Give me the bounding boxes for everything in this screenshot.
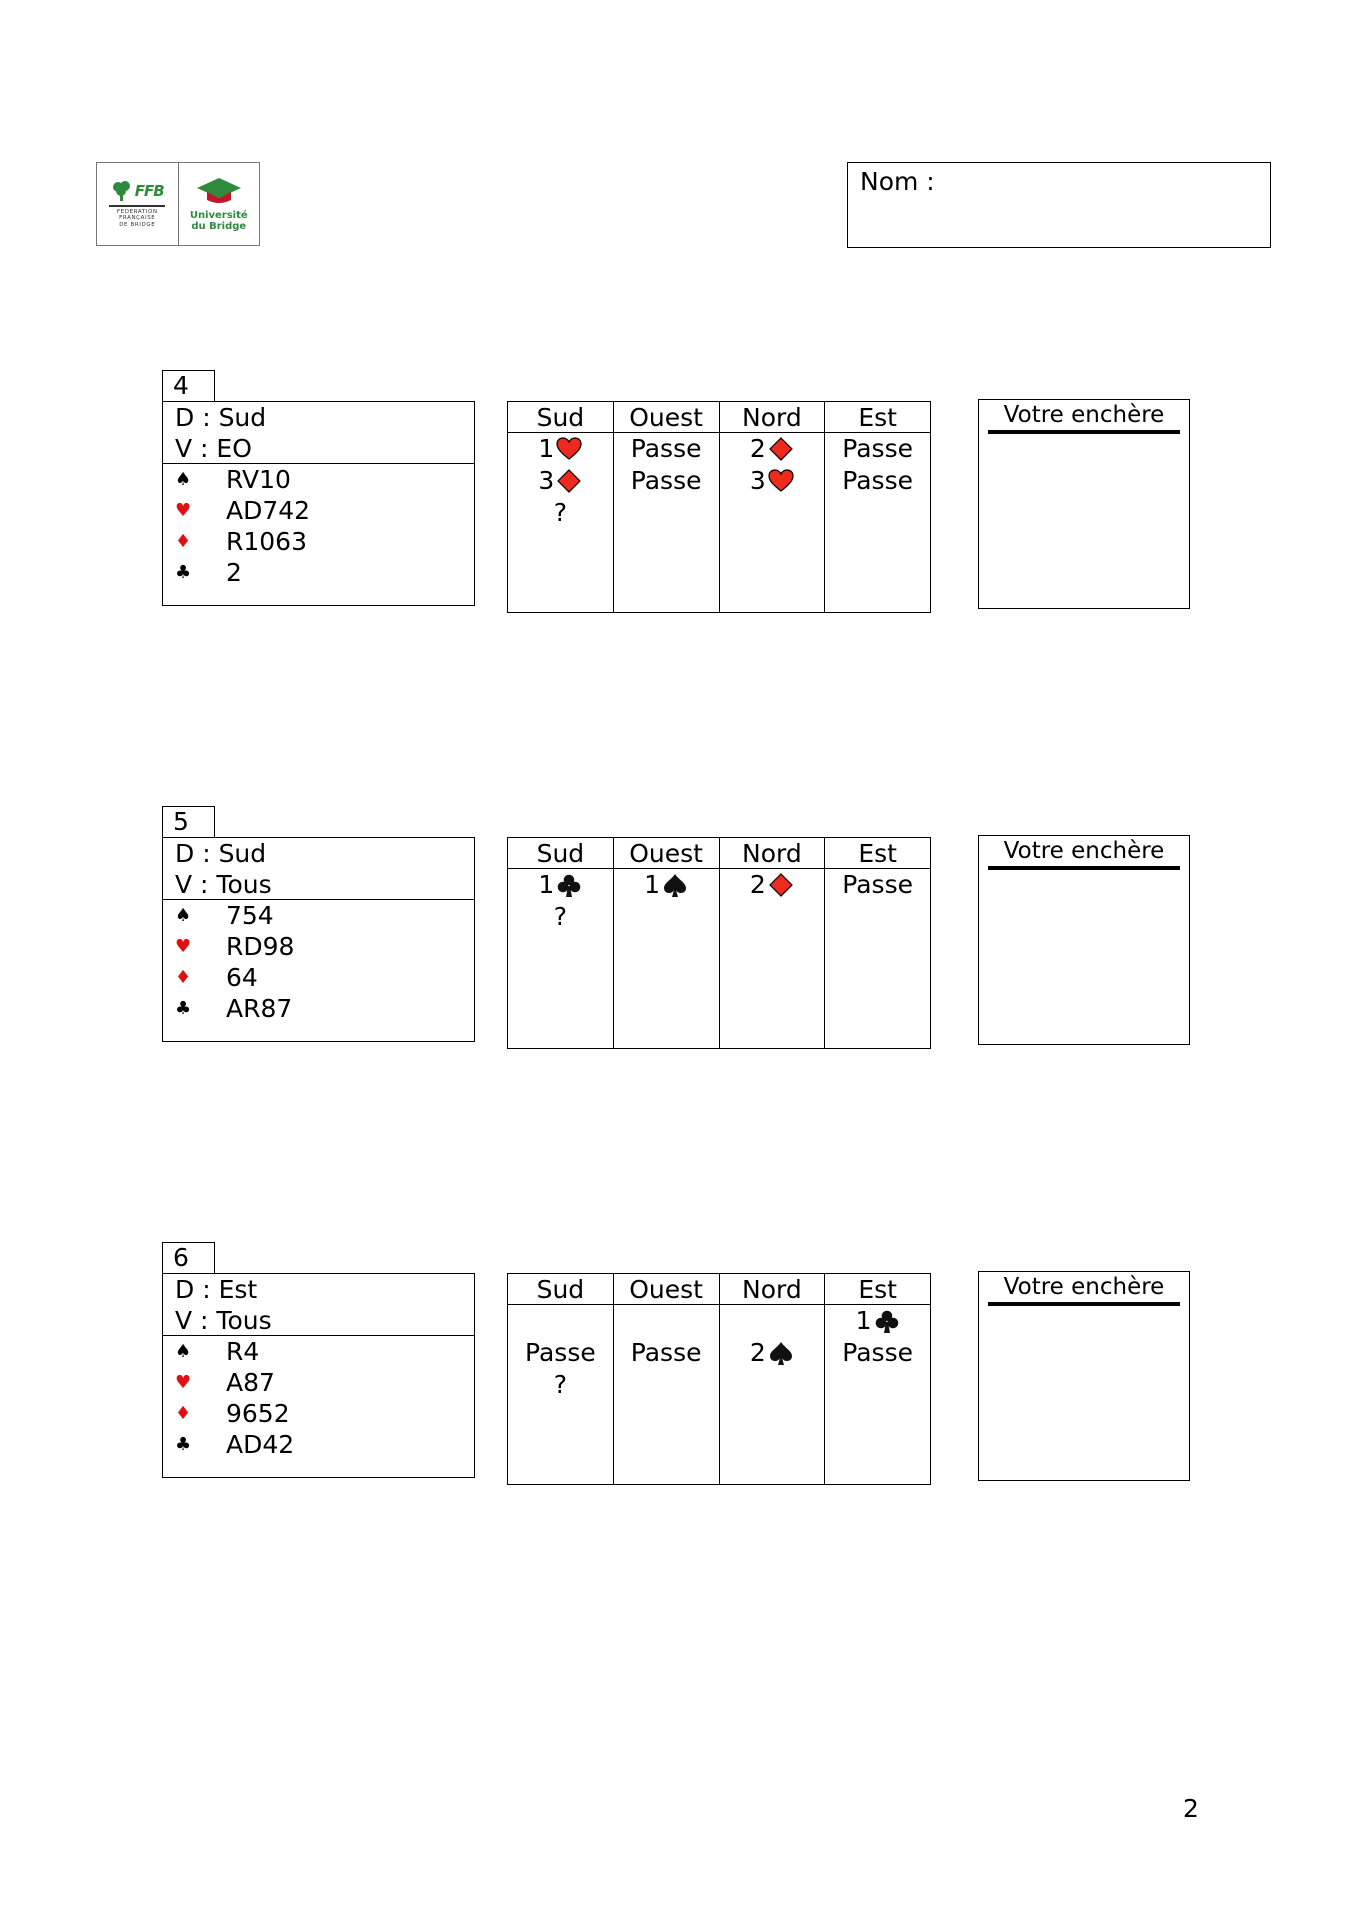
bid-cell [614, 433, 719, 465]
bid-cell [508, 901, 613, 933]
bid-column-nord [719, 1274, 825, 1484]
mortarboard-icon [195, 176, 243, 206]
answer-label: Votre enchère [1003, 402, 1165, 428]
bid-cell [720, 1337, 825, 1369]
bid-text: 3 [749, 466, 766, 495]
diamond-icon [556, 468, 582, 494]
bid-text: ? [553, 498, 568, 527]
club-icon [556, 872, 582, 898]
name-field[interactable] [847, 162, 1271, 248]
heart-icon: ♥ [175, 936, 192, 957]
bid-text: 3 [538, 466, 555, 495]
tree-icon [111, 180, 133, 202]
bid-cell [825, 433, 930, 465]
diamonds-cards: 9652 [226, 1399, 290, 1428]
hearts-cards: RD98 [226, 932, 295, 961]
bid-column-ouest [613, 1274, 719, 1484]
bid-column-sud [508, 402, 613, 612]
hearts-cards: AD742 [226, 496, 311, 525]
bid-column-ouest [613, 402, 719, 612]
club-icon [874, 1308, 900, 1334]
spades-cards: R4 [226, 1337, 260, 1366]
bid-header-ouest: Ouest [614, 838, 719, 869]
diamond-icon [768, 436, 794, 462]
spade-icon: ♠ [175, 1341, 192, 1362]
bid-text: Passe [630, 434, 702, 463]
spade-icon [768, 1340, 794, 1366]
bid-text: 2 [749, 870, 766, 899]
bid-cell [508, 1369, 613, 1401]
bid-text: Passe [525, 1338, 596, 1367]
bidding-table [507, 401, 931, 613]
bid-text: 1 [538, 870, 555, 899]
hand-box [162, 837, 475, 1042]
deal-number: 6 [162, 1242, 215, 1274]
bid-header-est: Est [825, 838, 930, 869]
answer-rule [988, 430, 1180, 434]
bid-cell [508, 1305, 613, 1337]
bid-cell [825, 869, 930, 901]
universite-logo [178, 163, 260, 245]
answer-label: Votre enchère [1003, 838, 1165, 864]
deal-number: 4 [162, 370, 215, 402]
bidding-table [507, 837, 931, 1049]
heart-icon: ♥ [175, 500, 192, 521]
bid-column-est [824, 402, 930, 612]
bid-cell [720, 433, 825, 465]
bid-header-nord: Nord [720, 1274, 825, 1305]
spade-icon: ♠ [175, 905, 192, 926]
bid-cell [614, 1337, 719, 1369]
bid-column-sud [508, 1274, 613, 1484]
clubs-cards: 2 [226, 558, 242, 587]
bid-cell [720, 1305, 825, 1337]
diamond-icon: ♦ [175, 1403, 192, 1424]
bid-cell [825, 1305, 930, 1337]
bid-cell [614, 465, 719, 497]
bid-header-ouest: Ouest [614, 1274, 719, 1305]
club-icon: ♣ [175, 998, 192, 1019]
bid-cell [614, 1305, 719, 1337]
spade-icon [662, 872, 688, 898]
bid-text: 1 [538, 434, 555, 463]
ub-text-2: du Bridge [191, 221, 247, 232]
deal-6 [0, 1242, 1356, 1492]
bid-text: Passe [630, 466, 702, 495]
bid-text: 1 [855, 1306, 872, 1335]
heart-icon [768, 468, 794, 494]
spades-cards: RV10 [226, 465, 291, 494]
spade-icon: ♠ [175, 469, 192, 490]
bid-header-est: Est [825, 402, 930, 433]
bid-text: Passe [842, 1338, 913, 1367]
ffb-sub-3: DE BRIDGE [119, 221, 156, 228]
vulnerability-line: V : Tous [175, 870, 272, 899]
bid-text: 1 [644, 870, 661, 899]
ub-text-1: Université [189, 210, 248, 221]
bidding-table [507, 1273, 931, 1485]
dealer-line: D : Sud [175, 403, 267, 432]
ffb-logo [97, 163, 178, 245]
vulnerability-line: V : Tous [175, 1306, 272, 1335]
club-icon: ♣ [175, 562, 192, 583]
bid-cell [720, 465, 825, 497]
bid-text: 2 [749, 1338, 766, 1367]
bid-text: Passe [842, 466, 913, 495]
bid-cell [508, 497, 613, 529]
bid-header-sud: Sud [508, 838, 613, 869]
answer-box[interactable] [978, 1271, 1190, 1481]
diamonds-cards: R1063 [226, 527, 307, 556]
bid-cell [508, 1337, 613, 1369]
dealer-line: D : Est [175, 1275, 258, 1304]
vulnerability-line: V : EO [175, 434, 252, 463]
bid-cell [508, 433, 613, 465]
page-number: 2 [1183, 1794, 1199, 1823]
hand-box [162, 1273, 475, 1478]
diamond-icon [768, 872, 794, 898]
diamond-icon: ♦ [175, 531, 192, 552]
heart-icon: ♥ [175, 1372, 192, 1393]
bid-header-est: Est [825, 1274, 930, 1305]
bid-header-ouest: Ouest [614, 402, 719, 433]
ffb-sub-2: FRANÇAISE [119, 215, 156, 222]
deal-5 [0, 806, 1356, 1056]
bid-column-est [824, 1274, 930, 1484]
ffb-text: FFB [134, 181, 164, 200]
name-label: Nom : [860, 167, 935, 196]
deal-number: 5 [162, 806, 215, 838]
hand-box [162, 401, 475, 606]
bid-column-nord [719, 838, 825, 1048]
bid-cell [614, 869, 719, 901]
spades-cards: 754 [226, 901, 274, 930]
deal-4 [0, 370, 1356, 620]
clubs-cards: AR87 [226, 994, 293, 1023]
bid-header-nord: Nord [720, 402, 825, 433]
club-icon: ♣ [175, 1434, 192, 1455]
bid-cell [825, 465, 930, 497]
answer-box[interactable] [978, 835, 1190, 1045]
answer-rule [988, 866, 1180, 870]
bid-cell [508, 465, 613, 497]
bid-column-est [824, 838, 930, 1048]
diamond-icon: ♦ [175, 967, 192, 988]
bid-text: Passe [842, 870, 913, 899]
bid-cell [508, 869, 613, 901]
ffb-sub-1: FEDERATION [116, 208, 158, 215]
answer-label: Votre enchère [1003, 1274, 1165, 1300]
bid-column-ouest [613, 838, 719, 1048]
bid-cell [720, 869, 825, 901]
bid-text: ? [553, 1370, 568, 1399]
bid-header-nord: Nord [720, 838, 825, 869]
bid-text: Passe [630, 1338, 702, 1367]
answer-box[interactable] [978, 399, 1190, 609]
bid-column-sud [508, 838, 613, 1048]
bid-text: Passe [842, 434, 913, 463]
heart-icon [556, 436, 582, 462]
dealer-line: D : Sud [175, 839, 267, 868]
clubs-cards: AD42 [226, 1430, 295, 1459]
bid-header-sud: Sud [508, 1274, 613, 1305]
hearts-cards: A87 [226, 1368, 275, 1397]
bid-text: ? [553, 902, 568, 931]
bid-column-nord [719, 402, 825, 612]
bid-header-sud: Sud [508, 402, 613, 433]
diamonds-cards: 64 [226, 963, 258, 992]
bid-cell [825, 1337, 930, 1369]
bid-text: 2 [749, 434, 766, 463]
answer-rule [988, 1302, 1180, 1306]
ffb-universite-logo [96, 162, 260, 246]
